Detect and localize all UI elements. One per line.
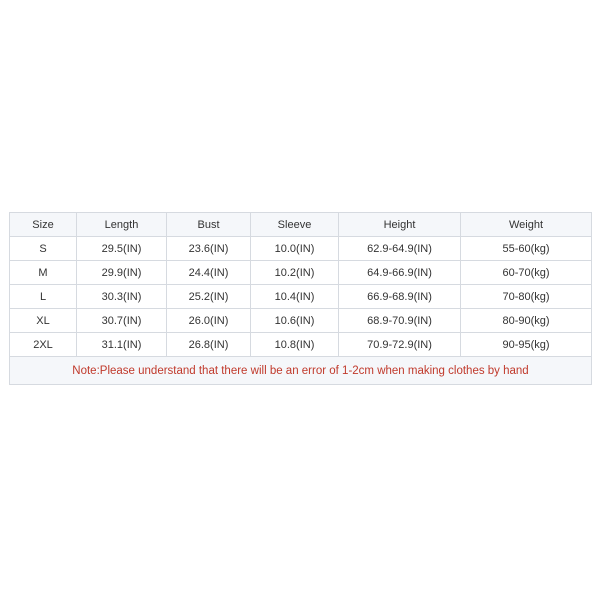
cell-sleeve: 10.6(IN) [251, 309, 339, 333]
note-row [10, 357, 592, 385]
cell-size: S [10, 237, 77, 261]
cell-length: 29.5(IN) [77, 237, 167, 261]
cell-bust: 26.8(IN) [167, 333, 251, 357]
cell-size: M [10, 261, 77, 285]
header-row [10, 213, 592, 237]
cell-size: XL [10, 309, 77, 333]
header-size: Size [10, 213, 77, 237]
table-row [10, 261, 592, 285]
cell-bust: 24.4(IN) [167, 261, 251, 285]
cell-sleeve: 10.2(IN) [251, 261, 339, 285]
cell-weight: 80-90(kg) [461, 309, 592, 333]
cell-weight: 60-70(kg) [461, 261, 592, 285]
cell-size: L [10, 285, 77, 309]
header-weight: Weight [461, 213, 592, 237]
cell-length: 30.7(IN) [77, 309, 167, 333]
cell-height: 64.9-66.9(IN) [339, 261, 461, 285]
cell-height: 62.9-64.9(IN) [339, 237, 461, 261]
cell-height: 68.9-70.9(IN) [339, 309, 461, 333]
cell-length: 29.9(IN) [77, 261, 167, 285]
cell-sleeve: 10.8(IN) [251, 333, 339, 357]
size-chart-table [9, 212, 592, 385]
handmade-error-note: Note:Please understand that there will be an error of 1-2cm when making clothes by hand [10, 357, 592, 385]
cell-bust: 26.0(IN) [167, 309, 251, 333]
header-length: Length [77, 213, 167, 237]
header-height: Height [339, 213, 461, 237]
table-row [10, 285, 592, 309]
cell-sleeve: 10.0(IN) [251, 237, 339, 261]
cell-weight: 70-80(kg) [461, 285, 592, 309]
cell-bust: 25.2(IN) [167, 285, 251, 309]
table-row [10, 309, 592, 333]
table-row [10, 237, 592, 261]
header-bust: Bust [167, 213, 251, 237]
cell-height: 66.9-68.9(IN) [339, 285, 461, 309]
cell-weight: 90-95(kg) [461, 333, 592, 357]
header-sleeve: Sleeve [251, 213, 339, 237]
cell-length: 31.1(IN) [77, 333, 167, 357]
cell-sleeve: 10.4(IN) [251, 285, 339, 309]
table-row [10, 333, 592, 357]
cell-height: 70.9-72.9(IN) [339, 333, 461, 357]
cell-weight: 55-60(kg) [461, 237, 592, 261]
cell-size: 2XL [10, 333, 77, 357]
cell-bust: 23.6(IN) [167, 237, 251, 261]
cell-length: 30.3(IN) [77, 285, 167, 309]
